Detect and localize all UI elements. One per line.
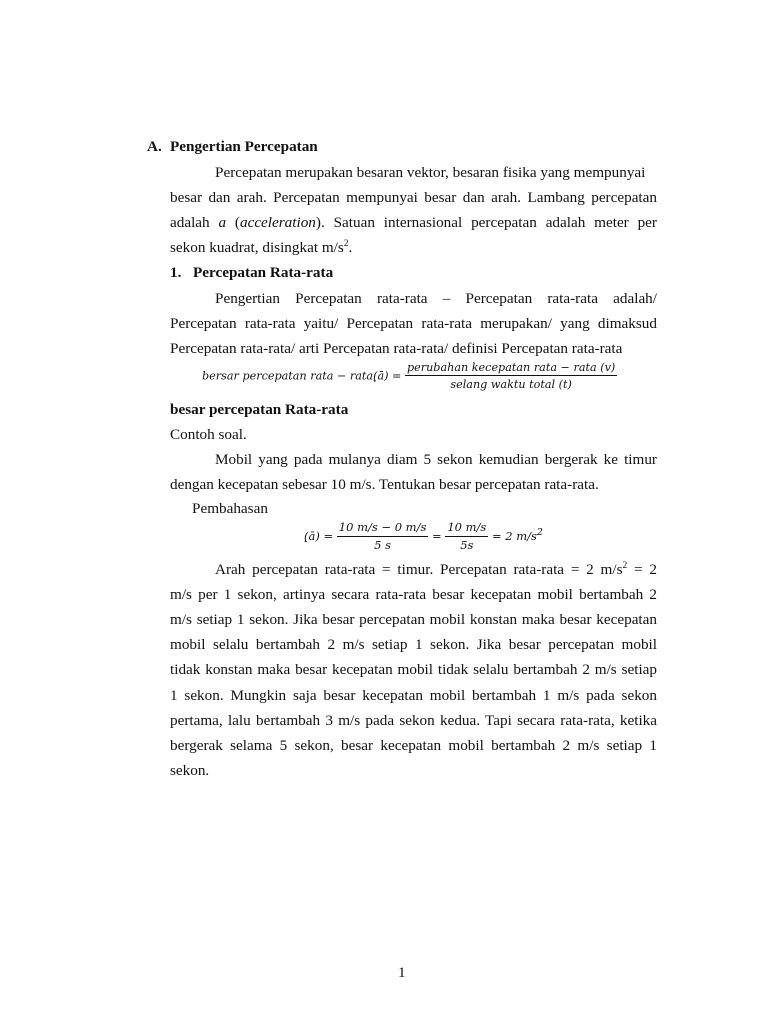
explanation-line-7: pertama, lalu bertambah 3 m/s pada sekon kedua. Tapi secara rata-rata, ketika <box>170 712 657 729</box>
section-label: A. <box>147 138 162 155</box>
explanation-line-6: 1 sekon. Mungkin saja besar kecepatan mobil bertambah 1 m/s pada sekon <box>170 687 657 704</box>
explanation-line-8: bergerak selama 5 sekon, besar kecepatan mobil bertambah 2 m/s setiap 1 <box>170 737 657 754</box>
example-line-1: Mobil yang pada mulanya diam 5 sekon kemudian bergerak ke timur <box>215 451 657 468</box>
explanation-line-4: mobil selalu bertambah 2 m/s setiap 1 sekon. Jika besar percepatan mobil <box>170 636 657 653</box>
average-acceleration-formula <box>202 362 617 390</box>
acceleration-term: acceleration <box>239 214 316 231</box>
intro-line-4: sekon kuadrat, disingkat $m/s^2$. <box>170 238 353 256</box>
subsection-title: Percepatan Rata-rata <box>193 264 334 281</box>
definition-line-2: Percepatan rata-rata yaitu/ Percepatan rata-rata merupakan/ yang dimaksud <box>170 315 657 332</box>
formula2-lhs: (̨ā) = <box>304 528 334 543</box>
subsection-heading <box>170 264 334 281</box>
explanation-line-1: Arah percepatan rata-rata = timur. Percepatan rata-rata = 2 $m/s^2 = 2$ <box>215 560 657 578</box>
formula2-numerator-2: 10 m/s <box>447 520 487 534</box>
formula2-fraction-2 <box>445 522 488 551</box>
definition-line-1: Pengertian Percepatan rata-rata – Percepatan rata-rata adalah/ <box>215 290 657 307</box>
formula2-denominator-2: 5s <box>445 536 488 552</box>
formula1-lhs: bersar percepatan rata − rata(̨ā) = <box>202 369 402 383</box>
formula2-numerator-1: 10 m/s − 0 m/s <box>338 520 427 534</box>
formula2-denominator-1: 5 s <box>337 536 429 552</box>
explanation-line-3: m/s setiap 1 sekon. Jika besar percepatan mobil konstan maka besar kecepatan <box>170 611 657 628</box>
acceleration-symbol: a <box>218 214 227 231</box>
formula1-fraction <box>405 362 617 390</box>
explanation-line-5: tidak konstan maka besar kecepatan mobil tidak selalu bertambah 2 m/s setiap <box>170 661 657 678</box>
section-heading <box>147 138 318 155</box>
solution-label: Pembahasan <box>192 500 268 517</box>
explanation-line-9: sekon. <box>170 762 210 779</box>
section-title: Pengertian Percepatan <box>170 138 318 155</box>
intro-line-3: adalah a (acceleration). Satuan internasional percepatan adalah meter per <box>170 214 657 231</box>
intro-line-1: Percepatan merupakan besaran vektor, besaran fisika yang mempunyai <box>215 164 646 181</box>
formula1-numerator: perubahan kecepatan rata − rata (v) <box>406 361 616 374</box>
example-heading: Contoh soal. <box>170 426 247 443</box>
formula2-fraction-1 <box>337 522 429 551</box>
explanation-line-2: m/s per 1 sekon, artinya secara rata-rata besar kecepatan mobil bertambah 2 <box>170 586 657 603</box>
example-calculation <box>304 522 543 551</box>
formula-caption: besar percepatan Rata-rata <box>170 401 349 418</box>
formula2-result: = 2 $m/s^2$ <box>491 526 543 543</box>
formula1-denominator: selang waktu total (t) <box>405 375 617 390</box>
page-number: 1 <box>398 964 406 981</box>
formula2-equals: = <box>432 528 442 543</box>
example-line-2: dengan kecepatan sebesar 10 m/s. Tentukan besar percepatan rata-rata. <box>170 476 599 493</box>
definition-line-3: Percepatan rata-rata/ arti Percepatan rata-rata/ definisi Percepatan rata-rata <box>170 340 623 357</box>
subsection-label: 1. <box>170 264 182 281</box>
intro-line-2: besar dan arah. Percepatan mempunyai besar dan arah. Lambang percepatan <box>170 189 657 206</box>
